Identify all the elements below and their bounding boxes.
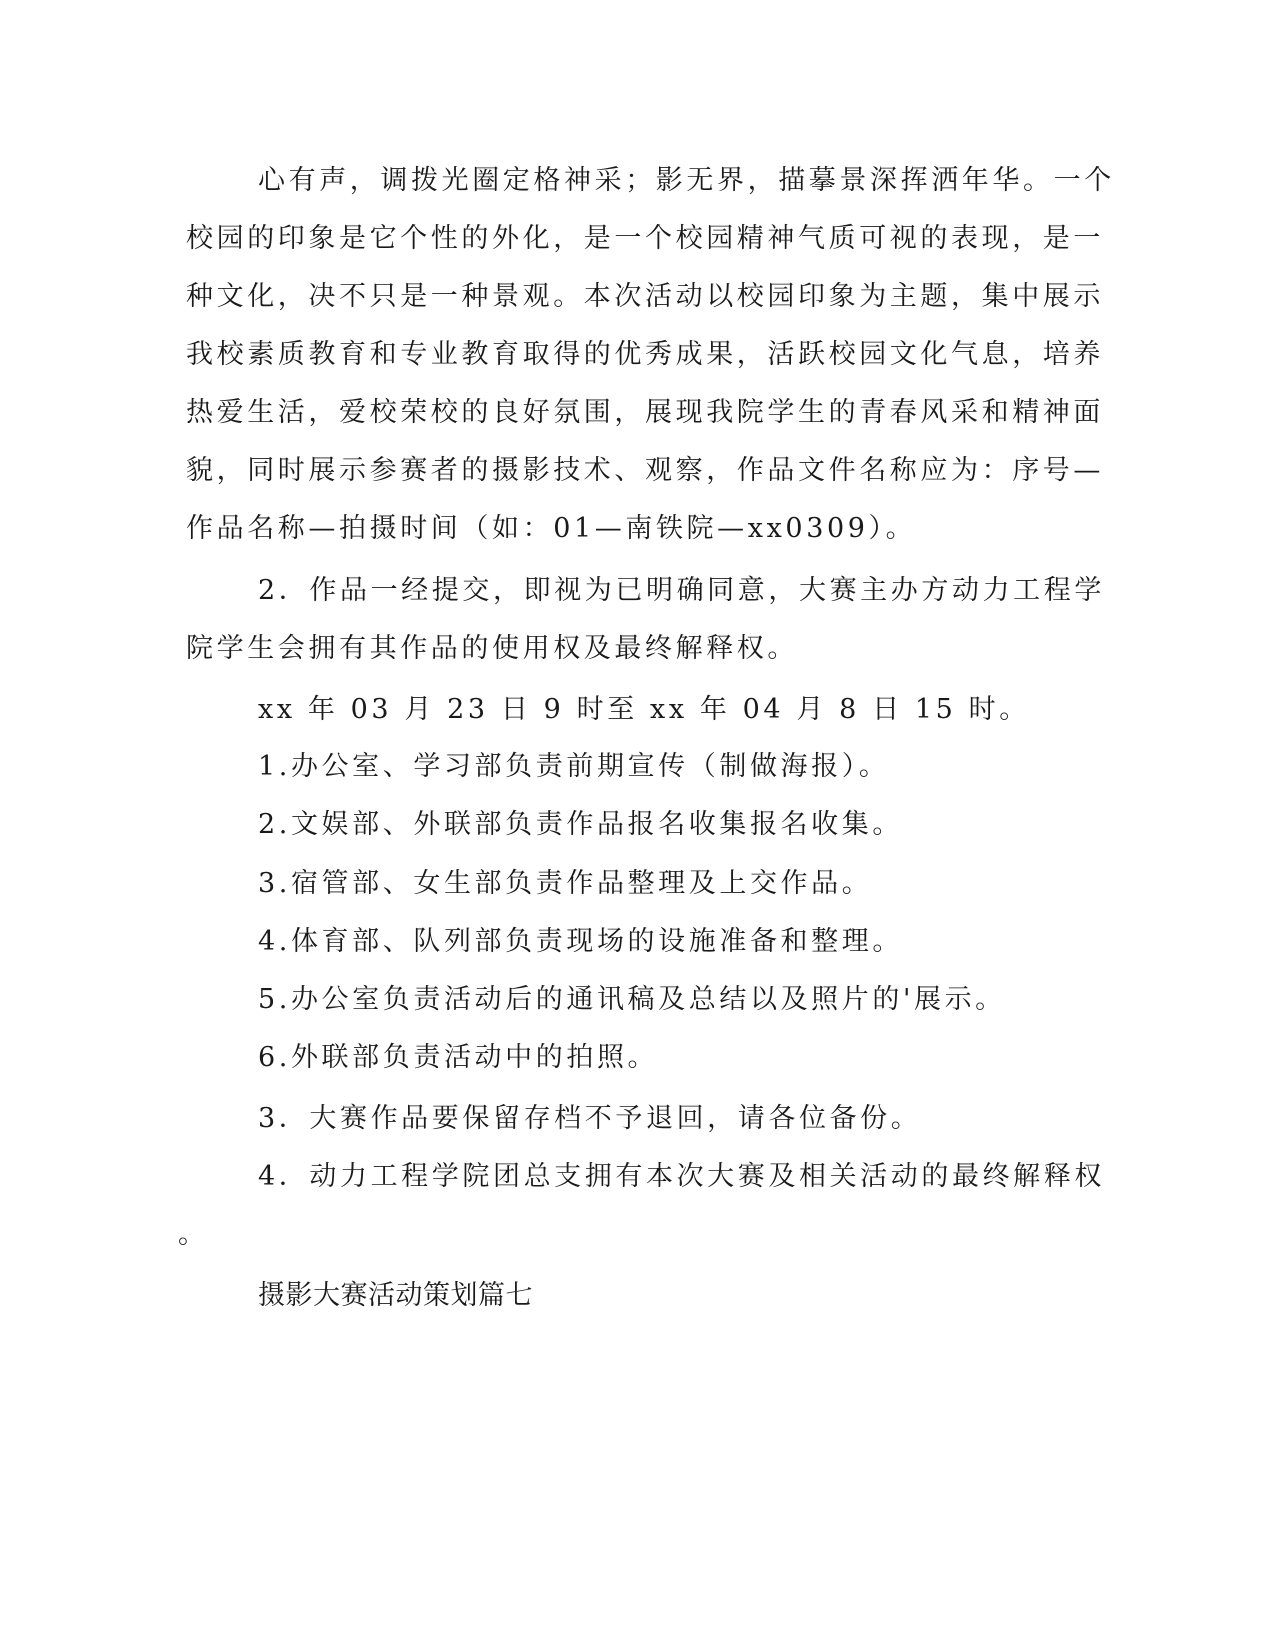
- intro-line-7: 作品名称—拍摄时间（如：01—南铁院—xx0309）。: [186, 513, 917, 544]
- intro-line-5: 热爱生活，爱校荣校的良好氛围，展现我院学生的青春风采和精神面: [186, 397, 1104, 428]
- intro-line-3: 种文化，决不只是一种景观。本次活动以校园印象为主题，集中展示: [186, 281, 1104, 312]
- duty-item-5: 5.办公室负责活动后的通讯稿及总结以及照片的'展示。: [258, 984, 1006, 1015]
- note-archive: 3．大赛作品要保留存档不予退回，请各位备份。: [258, 1103, 922, 1134]
- duty-item-2: 2.文娱部、外联部负责作品报名收集报名收集。: [258, 809, 903, 840]
- intro-line-4: 我校素质教育和专业教育取得的优秀成果，活跃校园文化气息，培养: [186, 339, 1104, 370]
- intro-line-2: 校园的印象是它个性的外化，是一个校园精神气质可视的表现，是一: [186, 223, 1104, 254]
- section-heading: 摄影大赛活动策划篇七: [258, 1280, 533, 1311]
- duty-item-3: 3.宿管部、女生部负责作品整理及上交作品。: [258, 868, 873, 899]
- stray-period: 。: [178, 1219, 209, 1250]
- schedule-line: xx 年 03 月 23 日 9 时至 xx 年 04 月 8 日 15 时。: [258, 694, 1030, 725]
- rights-line-1: 2．作品一经提交，即视为已明确同意，大赛主办方动力工程学: [258, 575, 1105, 606]
- note-interpretation: 4．动力工程学院团总支拥有本次大赛及相关活动的最终解释权: [258, 1161, 1105, 1192]
- duty-item-1: 1.办公室、学习部负责前期宣传（制做海报）。: [258, 751, 890, 782]
- duty-item-4: 4.体育部、队列部负责现场的设施准备和整理。: [258, 926, 903, 957]
- duty-item-6: 6.外联部负责活动中的拍照。: [258, 1042, 659, 1073]
- intro-line-1: 心有声，调拨光圈定格神采；影无界，描摹景深挥洒年华。一个: [258, 165, 1115, 196]
- intro-line-6: 貌，同时展示参赛者的摄影技术、观察，作品文件名称应为：序号—: [186, 455, 1104, 486]
- rights-line-2: 院学生会拥有其作品的使用权及最终解释权。: [186, 633, 798, 664]
